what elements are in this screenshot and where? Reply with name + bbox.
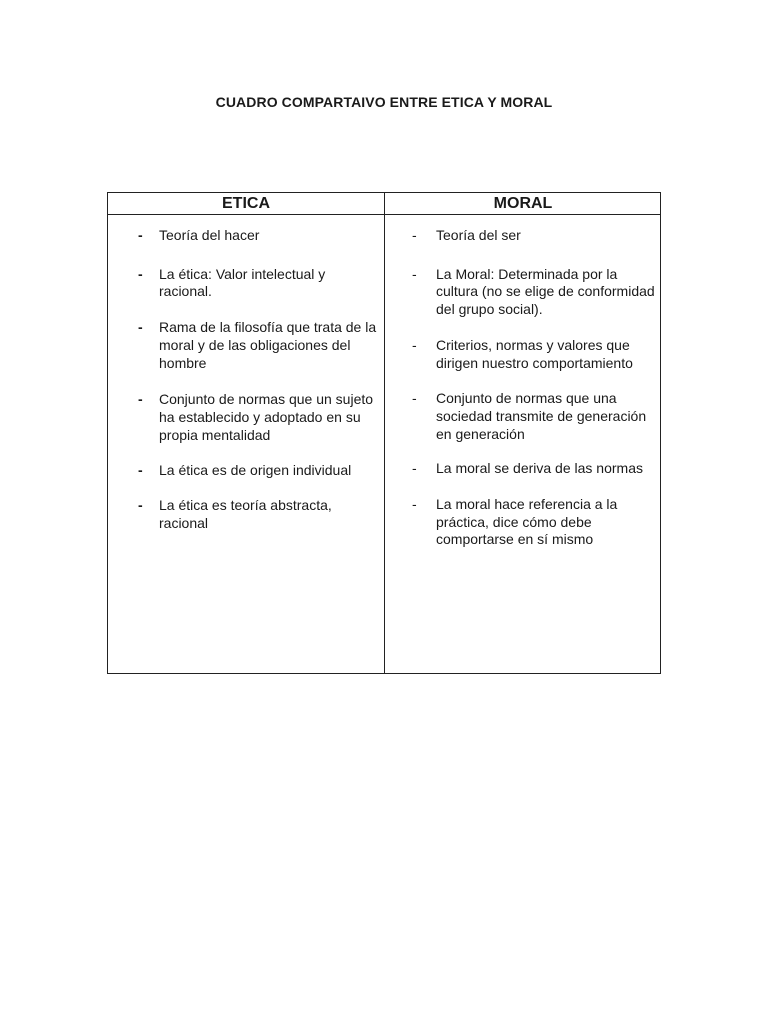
etica-item <box>108 391 384 444</box>
etica-item-text: Rama de la filosofía que trata de la moral y de las obligaciones del hombre <box>159 319 377 371</box>
moral-item <box>385 460 661 478</box>
etica-column <box>108 227 384 532</box>
moral-item-text: Teoría del ser <box>436 227 521 243</box>
bullet-dash: - <box>138 462 143 479</box>
moral-item <box>385 390 661 443</box>
bullet-dash: - <box>138 497 143 514</box>
etica-item-text: La ética es de origen individual <box>159 462 352 479</box>
etica-item-text: Teoría del hacer <box>159 227 260 243</box>
moral-item-text: Criterios, normas y valores que dirigen nuestro comportamiento <box>436 336 633 371</box>
etica-item-text: La ética es teoría abstracta, racional <box>159 497 332 531</box>
etica-item <box>108 227 384 245</box>
etica-item <box>108 266 384 301</box>
header-etica: ETICA <box>222 195 270 212</box>
bullet-dash: - <box>412 336 417 353</box>
bullet-dash: - <box>138 227 143 243</box>
moral-item <box>385 496 661 549</box>
moral-item <box>385 227 661 245</box>
etica-item-text: La ética: Valor intelectual y racional. <box>159 265 326 300</box>
etica-item <box>108 462 384 480</box>
moral-item-text: La moral hace referencia a la práctica, dice cómo debe comportarse en sí mismo <box>436 496 618 548</box>
moral-item <box>385 266 661 319</box>
etica-item <box>108 319 384 372</box>
bullet-dash: - <box>138 265 143 282</box>
bullet-dash: - <box>412 460 417 477</box>
header-moral: MORAL <box>493 195 553 212</box>
etica-item <box>108 497 384 532</box>
bullet-dash: - <box>412 390 417 407</box>
table-header-row <box>108 193 660 215</box>
bullet-dash: - <box>138 391 143 408</box>
moral-item <box>385 337 661 372</box>
moral-column <box>385 227 661 549</box>
moral-item-text: Conjunto de normas que una sociedad transmite de generación en generación <box>436 390 647 442</box>
bullet-dash: - <box>138 319 143 336</box>
bullet-dash: - <box>412 227 417 243</box>
bullet-dash: - <box>412 265 417 282</box>
etica-item-text: Conjunto de normas que un sujeto ha establecido y adoptado en su propia mentalidad <box>159 391 374 443</box>
document-title: CUADRO COMPARTAIVO ENTRE ETICA Y MORAL <box>215 94 553 110</box>
moral-item-text: La Moral: Determinada por la cultura (no se elige de conformidad del grupo social). <box>436 265 655 318</box>
comparison-table <box>107 192 661 674</box>
moral-item-text: La moral se deriva de las normas <box>436 460 643 477</box>
bullet-dash: - <box>412 496 417 513</box>
